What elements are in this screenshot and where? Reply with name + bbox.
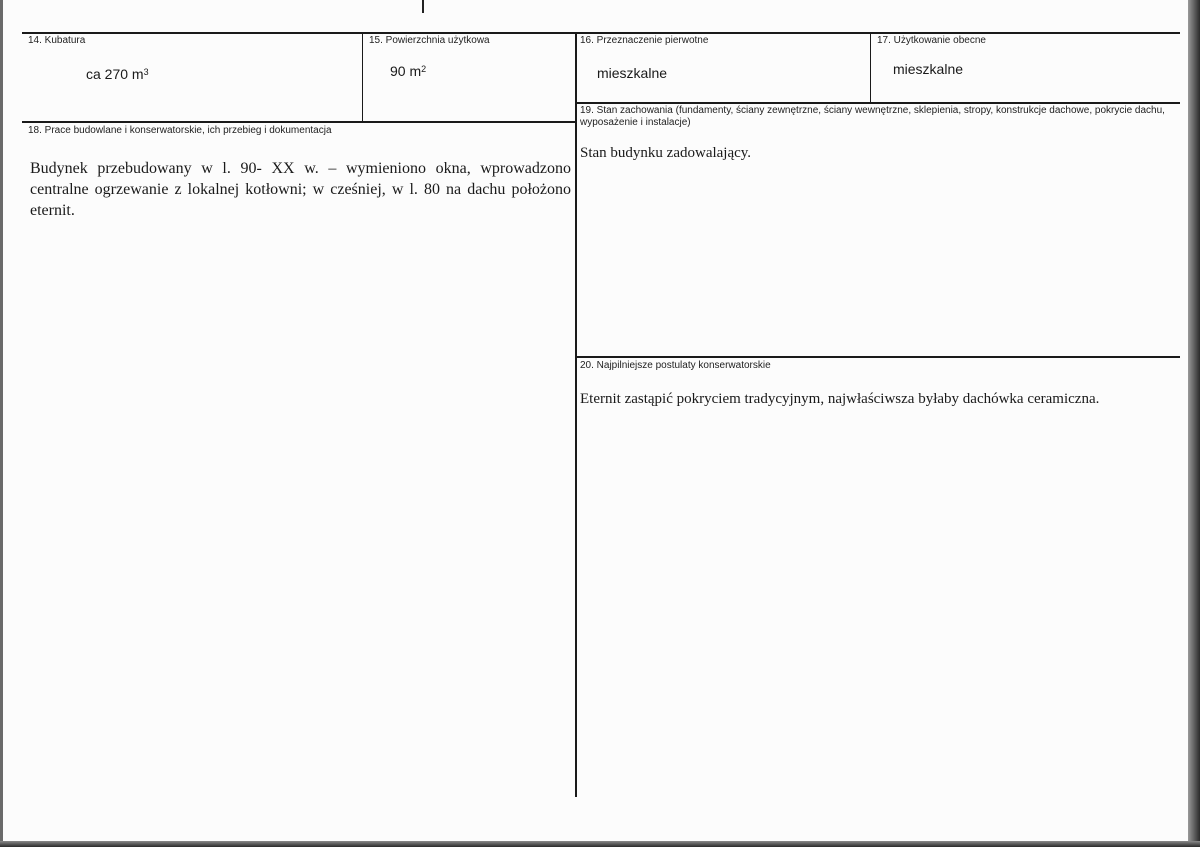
field-17-value: mieszkalne — [893, 61, 964, 77]
rule-19-top — [576, 102, 1180, 104]
field-14-label: 14. Kubatura — [28, 35, 86, 46]
field-14-value-text: ca 270 m — [86, 66, 144, 82]
field-20-text: Eternit zastąpić pokryciem tradycyjnym, najwłaściwsza byłaby dachówka ceramiczna. — [580, 391, 1100, 407]
rule-18-top — [22, 121, 576, 123]
scan-edge-left — [0, 0, 3, 847]
field-18-label: 18. Prace budowlane i konserwatorskie, ich przebieg i dokumentacja — [28, 125, 332, 136]
fold-mark — [422, 0, 424, 13]
scan-edge-bottom — [0, 841, 1200, 847]
field-19-text: Stan budynku zadowalający. — [580, 145, 752, 161]
rule-top — [22, 32, 1180, 34]
field-15-label: 15. Powierzchnia użytkowa — [369, 35, 490, 46]
rule-vertical-14-15 — [362, 32, 363, 122]
rule-20-top — [576, 356, 1180, 358]
field-15-exponent: 2 — [421, 64, 427, 74]
scan-edge-right — [1188, 0, 1200, 847]
field-14-value — [86, 66, 149, 82]
field-18-text: Budynek przebudowany w l. 90- XX w. – wymieniono okna, wprowadzono centralne ogrzewanie z lokalnej kotłowni; w cześniej, w l. 80 na dachu położono eternit. — [30, 160, 571, 219]
field-17-label: 17. Użytkowanie obecne — [877, 35, 986, 46]
rule-vertical-main — [575, 32, 577, 797]
field-16-label: 16. Przeznaczenie pierwotne — [580, 35, 709, 46]
rule-vertical-16-17 — [870, 32, 871, 103]
field-15-value — [390, 63, 426, 79]
field-15-value-text: 90 m — [390, 63, 422, 79]
field-16-value: mieszkalne — [597, 65, 668, 81]
field-20-label: 20. Najpilniejsze postulaty konserwatorskie — [580, 360, 771, 371]
field-14-exponent: 3 — [143, 67, 149, 77]
field-19-label: 19. Stan zachowania (fundamenty, ściany zewnętrzne, ściany wewnętrzne, sklepienia, stropy, konstrukcje dachowe, pokrycie dachu, wyposażenie i instalacje) — [580, 105, 1165, 128]
